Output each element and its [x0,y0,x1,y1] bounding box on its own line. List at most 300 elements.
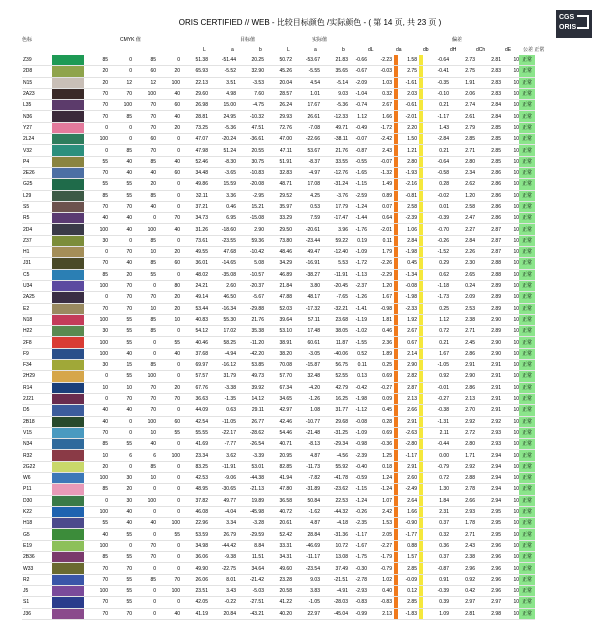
actual-a: -22.66 [305,136,320,143]
target-L: 31.26 [195,226,208,233]
cmyk-y: 55 [150,271,156,278]
status-badge: 正常 [519,224,535,235]
delta-E: 2.90 [491,339,501,346]
cmyk-c: 85 [102,486,108,493]
delta-b: 0.67 [407,339,417,346]
target-L: 54.12 [195,328,208,335]
delta-a: 2.13 [382,610,392,617]
color-swatch [52,337,84,348]
cmyk-k: 100 [171,588,180,595]
tolerance: 10 [513,509,519,516]
cmyk-c: 70 [102,204,108,210]
actual-b: 37.49 [335,565,348,572]
actual-L: 70.08 [279,362,292,369]
row-name: 2D8 [23,68,33,75]
actual-a: -1.26 [308,396,320,403]
color-swatch [52,405,84,416]
delta-Ch: 2.13 [465,396,475,403]
cmyk-c: 100 [99,316,108,323]
cmyk-y: 10 [150,249,156,256]
cmyk-m: 40 [126,170,132,177]
target-a: 0.63 [226,407,236,414]
delta-H: -1.52 [437,249,449,256]
row-name: W6 [23,475,31,482]
delta-b: -1.17 [405,452,417,459]
table-row [22,66,535,77]
cmyk-y: 0 [153,610,156,617]
delta-a: 2.43 [382,147,392,154]
target-L: 65.93 [195,68,208,75]
color-swatch [52,190,84,201]
delta-L: -2.37 [355,283,367,290]
target-b: 34.64 [251,565,264,572]
delta-L: -0.07 [355,136,367,143]
actual-L: 32.83 [279,170,292,177]
delta-L: -0.26 [355,509,367,516]
color-swatch [52,472,84,483]
target-L: 47.07 [195,136,208,143]
actual-b: -17.47 [333,215,348,222]
target-a: 17.02 [223,328,236,335]
delta-E: 2.83 [491,68,501,75]
row-name: H18 [23,520,33,527]
cmyk-m: 40 [126,509,132,516]
table-row [22,122,535,133]
actual-b: -4.91 [336,588,348,595]
delta-L: -1.55 [355,339,367,346]
delta-a: -0.79 [380,565,392,572]
delta-b: -0.61 [405,102,417,109]
cmyk-y: 6 [153,452,156,459]
row-name: G25 [23,181,33,188]
cmyk-y: 85 [150,328,156,335]
delta-H: -1.17 [437,113,449,120]
row-name: R5 [23,215,30,222]
target-b: -10.57 [249,271,264,278]
actual-a: -10.77 [305,418,320,425]
delta-L: -1.02 [355,328,367,335]
color-swatch [52,303,84,314]
delta-Ch: 2.65 [465,271,475,278]
cmyk-c: 55 [102,158,108,165]
delta-b: -0.90 [405,520,417,527]
color-swatch [52,450,84,461]
actual-L: 40.72 [279,509,292,516]
color-swatch [52,563,84,574]
delta-E: 2.96 [491,565,501,572]
actual-a: 1.01 [310,91,320,98]
color-swatch [52,77,84,88]
cmyk-c: 40 [102,215,108,222]
tolerance: 10 [513,271,519,278]
status-badge: 正常 [519,472,535,483]
actual-a: -4.20 [308,384,320,391]
table-row [22,77,535,88]
delta-a: 1.03 [382,79,392,86]
target-b: -29.88 [249,305,264,312]
cmyk-k: 40 [174,113,180,120]
actual-b: -45.04 [333,610,348,617]
delta-Ch: 2.70 [465,407,475,414]
status-badge: 正常 [519,66,535,77]
cmyk-c: 40 [102,531,108,538]
delta-E: 2.96 [491,576,501,583]
target-a: 4.98 [226,91,236,98]
actual-L: 41.22 [279,599,292,606]
table-row [22,574,535,585]
delta-a: 0.32 [382,91,392,98]
target-a: 20.84 [223,610,236,617]
cmyk-y: 70 [150,396,156,403]
actual-a: -5.55 [308,68,320,75]
target-a: -9.06 [224,475,236,482]
status-badge: 正常 [519,597,535,608]
row-name: R2 [23,576,30,583]
target-b: 19.89 [251,497,264,504]
delta-Ch: 2.26 [465,249,475,256]
delta-E: 2.93 [491,429,501,436]
target-a: -51.44 [221,57,236,64]
delta-H: 1.09 [439,610,449,617]
target-a: 31.79 [223,373,236,380]
target-a: 15.00 [223,102,236,109]
tolerance: 10 [513,475,519,482]
delta-a: 0.09 [382,396,392,403]
actual-a: -11.73 [306,463,320,470]
delta-L: -1.76 [355,226,367,233]
cmyk-c: 0 [105,396,108,403]
cmyk-y: 85 [150,576,156,583]
target-L: 23.34 [195,452,208,459]
target-b: -42.20 [249,350,264,357]
cmyk-k: 0 [177,328,180,335]
actual-L: 72.76 [279,124,292,131]
delta-a: 1.89 [382,350,392,357]
tolerance: 10 [513,237,519,244]
cmyk-m: 85 [126,147,132,154]
row-name: H22 [23,328,33,335]
delta-L: -1.15 [355,181,367,188]
target-L: 55.55 [195,429,208,436]
cmyk-m: 55 [126,599,132,606]
delta-H: 1.84 [439,497,449,504]
table-row [22,360,535,371]
cmyk-m: 70 [126,610,132,617]
actual-L: 38.91 [279,339,292,346]
actual-a: -11.17 [306,554,320,561]
color-swatch [52,280,84,291]
cmyk-c: 70 [102,429,108,436]
actual-b: -4.56 [336,452,348,459]
target-a: -23.55 [221,237,236,244]
color-swatch [52,540,84,551]
actual-L: 23.28 [279,576,292,583]
delta-Ch: 1.71 [465,452,475,459]
actual-L: 20.61 [279,520,292,527]
target-a: 8.01 [226,576,236,583]
row-name: D5 [23,407,30,414]
delta-a: 2.05 [382,531,392,538]
actual-b: -11.91 [334,271,348,278]
cmyk-y: 0 [153,283,156,290]
target-b: 39.92 [251,384,264,391]
actual-L: 29.50 [279,226,292,233]
target-L: 57.57 [195,373,208,380]
delta-H: 1.12 [439,316,449,323]
color-swatch [52,247,84,258]
delta-b: -1.98 [405,249,417,256]
header-deviation: 偏差 [452,37,463,43]
target-L: 47.98 [195,147,208,154]
target-b: 32.90 [251,68,264,75]
target-b: 14.12 [251,396,264,403]
delta-b: -2.33 [405,305,417,312]
delta-E: 2.98 [491,610,501,617]
cmyk-y: 70 [150,554,156,561]
target-a: 58.25 [223,339,236,346]
actual-L: 34.31 [279,554,292,561]
delta-Ch: 0.24 [465,283,475,290]
header-cmyk: CMYK 值 [120,37,141,43]
target-L: 41.69 [195,441,208,448]
actual-b: 21.83 [335,57,348,64]
delta-Ch: 2.85 [465,136,475,143]
row-name: Z37 [23,237,32,244]
target-a: 15.59 [223,181,236,188]
status-badge: 正常 [519,111,535,122]
delta-E: 2.84 [491,113,501,120]
actual-L: 51.91 [279,158,292,165]
actual-a: -8.13 [308,441,320,448]
actual-b: 21.76 [335,147,348,154]
tolerance: 10 [513,373,519,380]
actual-b: -12.40 [333,249,348,256]
delta-b: -1.83 [405,610,417,617]
actual-a: -23.44 [305,237,320,244]
delta-H: 2.31 [439,509,449,516]
delta-a: -1.79 [380,554,392,561]
color-swatch [52,224,84,235]
table-row [22,88,535,99]
actual-L: 20.58 [279,588,292,595]
row-name: N34 [23,441,33,448]
status-badge: 正常 [519,552,535,563]
row-name: 2F8 [23,339,32,346]
cmyk-m: 6 [129,452,132,459]
actual-a: 1.08 [310,407,320,414]
status-badge: 正常 [519,585,535,596]
table-row [22,529,535,540]
actual-a: -1.62 [308,509,320,516]
cmyk-c: 70 [102,113,108,120]
delta-a: 2.42 [382,509,392,516]
delta-E: 2.90 [491,350,501,357]
header-dH: dH [450,47,457,53]
cmyk-c: 40 [102,418,108,425]
target-b: 11.51 [251,554,264,561]
actual-L: 38.20 [279,350,292,357]
status-badge: 正常 [519,427,535,438]
target-L: 48.95 [195,486,208,493]
cmyk-m: 70 [126,283,132,290]
actual-a: 17.08 [307,181,320,188]
color-swatch [52,326,84,337]
status-badge: 正常 [519,416,535,427]
row-name: F9 [23,350,29,357]
delta-Ch: 2.30 [465,260,475,267]
status-badge: 正常 [519,269,535,280]
delta-H: 0.72 [439,328,449,335]
cmyk-c: 0 [105,249,108,256]
color-swatch [52,371,84,382]
cmyk-c: 40 [102,407,108,414]
header-actual-a: a [314,47,317,53]
actual-L: 54.46 [279,429,292,436]
cmyk-m: 85 [126,113,132,120]
cmyk-c: 70 [102,565,108,572]
cmyk-y: 0 [153,486,156,493]
status-badge: 正常 [519,326,535,337]
delta-Ch: 2.75 [465,68,475,75]
cmyk-c: 70 [102,576,108,583]
delta-Ch: 2.43 [465,542,475,549]
row-name: D30 [23,497,33,504]
color-swatch [52,529,84,540]
actual-a: 26.61 [307,113,320,120]
cmyk-k: 0 [177,57,180,64]
tolerance: 10 [513,305,519,312]
row-name: J31 [23,260,32,267]
target-a: -20.24 [221,136,236,143]
delta-L: -1.75 [355,554,367,561]
delta-H: -1.05 [437,362,449,369]
actual-b: -3.76 [336,192,348,199]
delta-Ch: 2.74 [465,102,475,109]
cmyk-m: 0 [129,542,132,549]
status-badge: 正常 [519,190,535,201]
cmyk-c: 100 [99,509,108,516]
delta-L: -2.35 [355,520,367,527]
actual-L: 21.84 [279,283,292,290]
cmyk-c: 85 [102,57,108,64]
delta-H: 0.25 [439,305,449,312]
target-L: 73.61 [195,237,208,244]
row-name: 2A25 [23,294,35,301]
target-a: -30.65 [221,486,236,493]
delta-H: 1.30 [439,486,449,493]
actual-a: 4.25 [310,192,320,199]
actual-b: 17.79 [335,204,348,210]
actual-b: 29.68 [335,418,348,425]
target-a: 51.24 [223,147,236,154]
delta-L: 0.11 [357,362,367,369]
row-name: V15 [23,429,32,436]
color-swatch [52,258,84,269]
table-row [22,540,535,551]
delta-b: -1.93 [405,170,417,177]
delta-L: -1.72 [355,260,367,267]
tolerance: 10 [513,531,519,538]
table-row [22,280,535,291]
actual-a: 4.87 [310,520,320,527]
delta-H: -0.35 [437,79,449,86]
target-a: -5.52 [224,68,236,75]
cmyk-m: 70 [126,565,132,572]
header-color-code: 色标 [22,37,33,43]
target-a: 3.51 [226,79,236,86]
status-badge: 正常 [519,563,535,574]
cmyk-m: 55 [126,328,132,335]
actual-a: -7.08 [308,124,320,131]
table-row [22,134,535,145]
actual-a: 49.47 [307,249,320,256]
cmyk-y: 100 [147,497,156,504]
cmyk-k: 0 [177,509,180,516]
cmyk-m: 100 [123,102,132,109]
cmyk-y: 85 [150,192,156,199]
status-badge: 正常 [519,55,535,66]
cmyk-y: 40 [150,204,156,210]
actual-L: 67.34 [279,384,292,391]
cmyk-y: 85 [150,463,156,470]
cmyk-c: 10 [102,384,108,391]
delta-H: -1.73 [437,294,449,301]
target-b: 8.84 [254,542,264,549]
cmyk-k: 0 [177,542,180,549]
delta-L: -1.24 [355,497,367,504]
actual-b: 55.92 [335,463,348,470]
delta-E: 2.89 [491,305,501,312]
table-row [22,472,535,483]
delta-H: -1.18 [437,283,449,290]
delta-b: 2.03 [407,91,417,98]
delta-b: -1.98 [405,294,417,301]
table-row [22,201,535,212]
cmyk-k: 100 [171,520,180,527]
delta-Ch: 2.47 [465,215,475,222]
cmyk-k: 0 [177,181,180,188]
actual-b: 23.68 [335,316,348,323]
actual-b: 9.03 [338,91,348,98]
cmyk-y: 85 [150,158,156,165]
delta-E: 2.89 [491,294,501,301]
color-swatch [52,597,84,608]
tolerance: 10 [513,396,519,403]
cmyk-m: 40 [126,260,132,267]
target-b: -26.54 [249,441,264,448]
actual-a: -23.54 [305,565,320,572]
row-name: E2 [23,305,30,312]
target-L: 24.21 [195,283,208,290]
delta-E: 2.95 [491,531,501,538]
cmyk-k: 20 [174,249,180,256]
table-row [22,427,535,438]
cmyk-m: 55 [126,339,132,346]
delta-a: 0.69 [382,373,392,380]
target-b: 49.73 [251,373,264,380]
delta-Ch: 2.09 [465,294,475,301]
cmyk-m: 30 [126,497,132,504]
actual-L: 52.03 [279,305,292,312]
actual-a: -15.87 [305,362,320,369]
tolerance: 10 [513,204,519,210]
delta-b: 2.82 [407,373,417,380]
actual-L: 42.97 [279,407,292,414]
delta-Ch: 1.78 [465,520,475,527]
table-row [22,179,535,190]
actual-L: 47.00 [279,136,292,143]
actual-a: -21.48 [305,429,320,436]
